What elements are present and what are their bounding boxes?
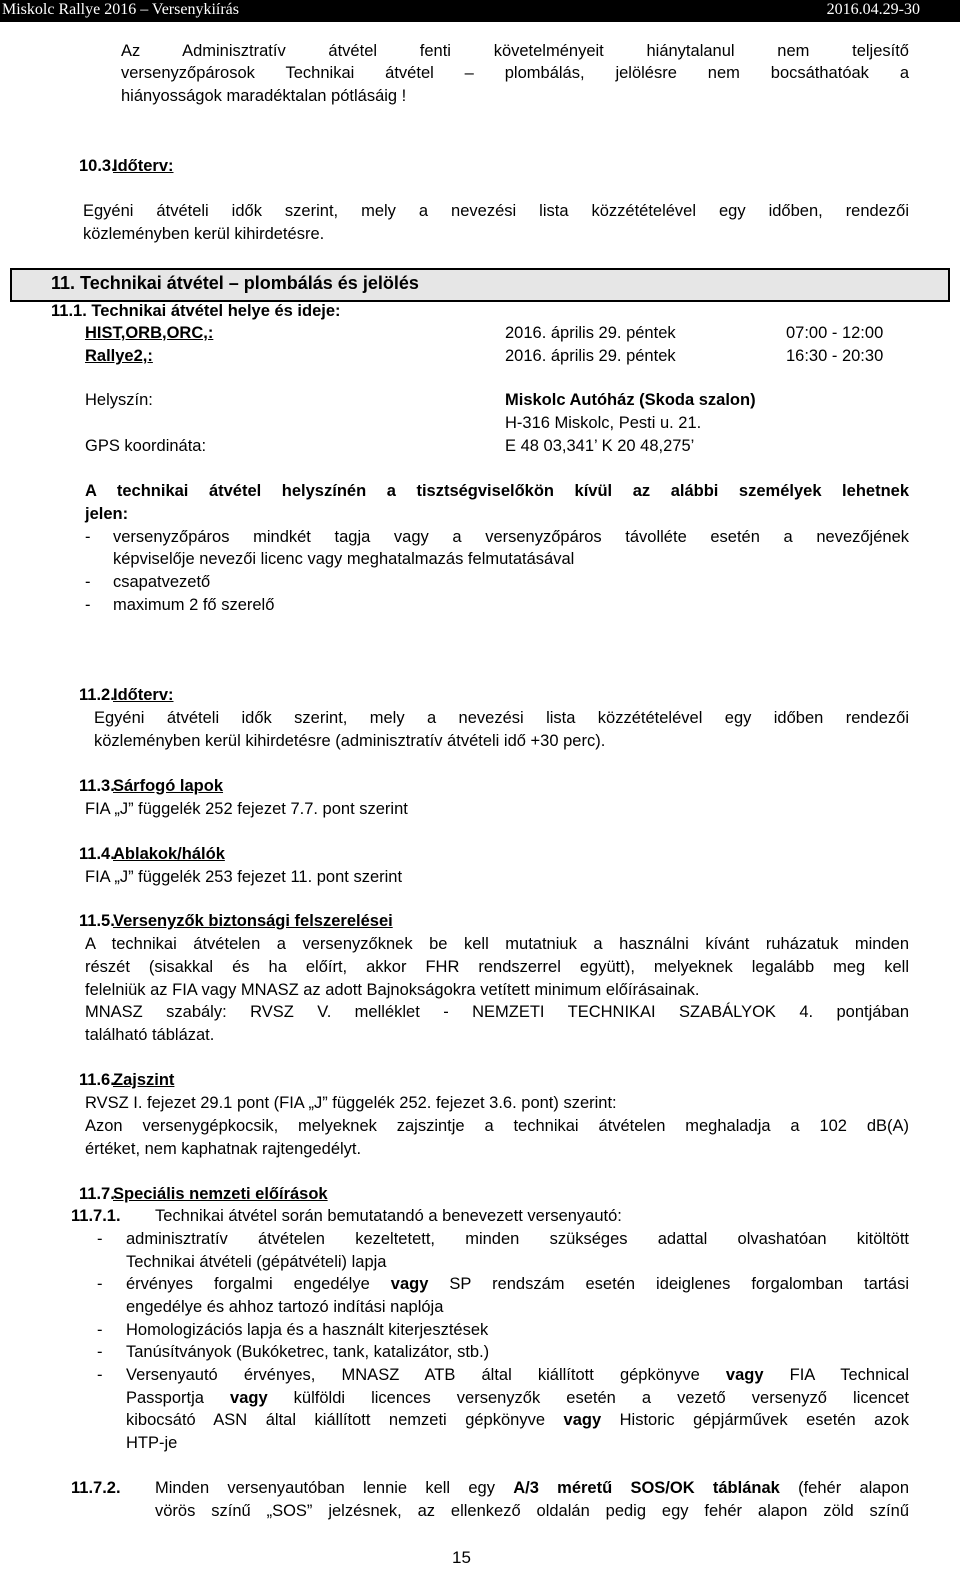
section-11-2-line-1: Egyéni átvételi idők szerint, mely a nevezési lista közzétételével egy időben rendezői: [94, 709, 909, 727]
gps-label: GPS koordináta:: [85, 437, 207, 455]
bullet-dash: -: [97, 1321, 103, 1339]
page-number: 15: [452, 1548, 471, 1567]
section-11-6-line-2: Azon versenygépkocsik, melyeknek zajszintje a technikai átvételen meghaladja a 102 dB(A): [85, 1117, 909, 1135]
req-2-line-1: érvényes forgalmi engedélye vagy SP rendszám esetén ideiglenes forgalomban tartási: [126, 1275, 909, 1293]
header-title: Miskolc Rallye 2016 – Versenykiírás: [2, 1, 240, 18]
section-10-3-number: 10.3.: [79, 157, 116, 175]
running-header: [0, 0, 960, 22]
section-11-4-text: FIA „J” függelék 253 fejezet 11. pont szerint: [85, 868, 403, 886]
hist-date: 2016. április 29. péntek: [505, 324, 676, 342]
req-3: Homologizációs lapja és a használt kiterjesztések: [126, 1321, 489, 1339]
rallye2-date: 2016. április 29. péntek: [505, 347, 676, 365]
persons-line-2: jelen:: [85, 505, 129, 523]
section-11-heading-box: [10, 268, 950, 302]
section-11-4-title: Ablakok/hálók: [113, 845, 225, 863]
section-10-3-title: Időterv:: [113, 157, 174, 175]
req-5-line-4: HTP-je: [126, 1434, 178, 1452]
section-11-7-1-text: Technikai átvétel során bemutatandó a benevezett versenyautó:: [155, 1207, 622, 1225]
bullet-dash: -: [85, 573, 91, 591]
bullet-1-line-2: képviselője nevezői licenc vagy meghatalmazás felmutatásával: [113, 550, 575, 568]
section-11-5-line-5: található táblázat.: [85, 1026, 215, 1044]
bullet-3: maximum 2 fő szerelő: [113, 596, 275, 614]
section-11-3-title: Sárfogó lapok: [113, 777, 224, 795]
bullet-dash: -: [97, 1275, 103, 1293]
section-11-5-line-4: MNASZ szabály: RVSZ V. melléklet - NEMZETI TECHNIKAI SZABÁLYOK 4. pontjában: [85, 1003, 909, 1021]
bullet-dash: -: [85, 528, 91, 546]
location-address: H-316 Miskolc, Pesti u. 21.: [505, 414, 702, 432]
hist-label: HIST,ORB,ORC,:: [85, 324, 214, 342]
section-11-2-title: Időterv:: [113, 686, 174, 704]
hist-time: 07:00 - 12:00: [786, 324, 884, 342]
section-11-7-1-number: 11.7.1.: [71, 1207, 121, 1225]
section-11-7-2-line-2: vörös színű „SOS” jelzésnek, az ellenkező oldalán pedig egy fehér alapon zöld színű: [155, 1502, 909, 1520]
section-11-7-2-line-1: Minden versenyautóban lennie kell egy A/3 méretű SOS/OK táblának (fehér alapon: [155, 1479, 909, 1497]
section-11-3-text: FIA „J” függelék 252 fejezet 7.7. pont szerint: [85, 800, 408, 818]
persons-line-1: A technikai átvétel helyszínén a tisztségviselőkön kívül az alábbi személyek lehetnek: [85, 482, 909, 500]
section-11-5-line-2: részét (sisakkal és ha előírt, akkor FHR rendszerrel együtt), melyeknek legalább meg kell: [85, 958, 909, 976]
intro-line-1: Az Adminisztratív átvétel fenti követelményeit hiánytalanul nem teljesítő: [121, 42, 909, 60]
location-label: Helyszín:: [85, 391, 153, 409]
section-11-2-line-2: közleményben kerül kihirdetésre (adminisztratív átvételi idő +30 perc).: [94, 732, 606, 750]
bullet-2: csapatvezető: [113, 573, 211, 591]
bullet-dash: -: [85, 596, 91, 614]
section-11-4-number: 11.4.: [79, 845, 115, 863]
section-11-6-number: 11.6.: [79, 1071, 115, 1089]
req-1-line-2: Technikai átvételi (gépátvételi) lapja: [126, 1253, 387, 1271]
section-11-5-line-3: felelniük az FIA vagy MNASZ az adott Bajnokságokra vetített minimum előírásainak.: [85, 981, 700, 999]
section-11-7-title: Speciális nemzeti előírások: [113, 1185, 328, 1203]
section-11-7-number: 11.7.: [79, 1185, 115, 1203]
bullet-dash: -: [97, 1343, 103, 1361]
req-5-line-1: Versenyautó érvényes, MNASZ ATB által kiállított gépkönyve vagy FIA Technical: [126, 1366, 910, 1384]
section-11-5-number: 11.5.: [79, 912, 115, 930]
header-date: 2016.04.29-30: [826, 1, 920, 18]
location-name: Miskolc Autóház (Skoda szalon): [505, 391, 756, 409]
req-4: Tanúsítványok (Bukóketrec, tank, katalizátor, stb.): [126, 1343, 490, 1361]
bullet-dash: -: [97, 1230, 103, 1248]
bullet-1-line-1: versenyzőpáros mindkét tagja vagy a versenyzőpáros távolléte esetén a nevezőjének: [113, 528, 909, 546]
section-11-3-number: 11.3.: [79, 777, 115, 795]
rallye2-time: 16:30 - 20:30: [786, 347, 884, 365]
bullet-dash: -: [97, 1366, 103, 1384]
section-11-6-title: Zajszint: [113, 1071, 175, 1089]
section-11-1-title: 11.1. Technikai átvétel helye és ideje:: [51, 302, 341, 320]
gps-value: E 48 03,341’ K 20 48,275’: [505, 437, 695, 455]
rallye2-label: Rallye2,:: [85, 347, 153, 365]
req-2-line-2: engedélye és ahhoz tartozó indítási naplója: [126, 1298, 444, 1316]
section-11-2-number: 11.2.: [79, 686, 115, 704]
intro-line-2: versenyzőpárosok Technikai átvétel – plombálás, jelölésre nem bocsáthatóak a: [121, 64, 909, 82]
intro-line-3: hiányosságok maradéktalan pótlásáig !: [121, 87, 407, 105]
section-10-3-line-2: közleményben kerül kihirdetésre.: [83, 225, 325, 243]
section-10-3-line-1: Egyéni átvételi idők szerint, mely a nevezési lista közzétételével egy időben, rendezői: [83, 202, 909, 220]
section-11-7-2-number: 11.7.2.: [71, 1479, 121, 1497]
section-11-6-line-3: értéket, nem kaphatnak rajtengedélyt.: [85, 1140, 362, 1158]
section-11-title: 11. Technikai átvétel – plombálás és jelölés: [51, 273, 419, 293]
req-5-line-2: Passportja vagy külföldi licences versenyzők esetén a vezető versenyző licencet: [126, 1389, 909, 1407]
section-11-6-line-1: RVSZ I. fejezet 29.1 pont (FIA „J” függelék 252. fejezet 3.6. pont) szerint:: [85, 1094, 617, 1112]
section-11-5-title: Versenyzők biztonsági felszerelései: [113, 912, 393, 930]
section-11-5-line-1: A technikai átvételen a versenyzőknek be kell mutatniuk a használni kívánt ruházatuk minden: [85, 935, 909, 953]
req-1-line-1: adminisztratív átvételen kezeltetett, minden szükséges adattal olvashatóan kitöltött: [126, 1230, 909, 1248]
req-5-line-3: kibocsátó ASN által kiállított nemzeti gépkönyve vagy Historic gépjárművek esetén azok: [126, 1411, 909, 1429]
